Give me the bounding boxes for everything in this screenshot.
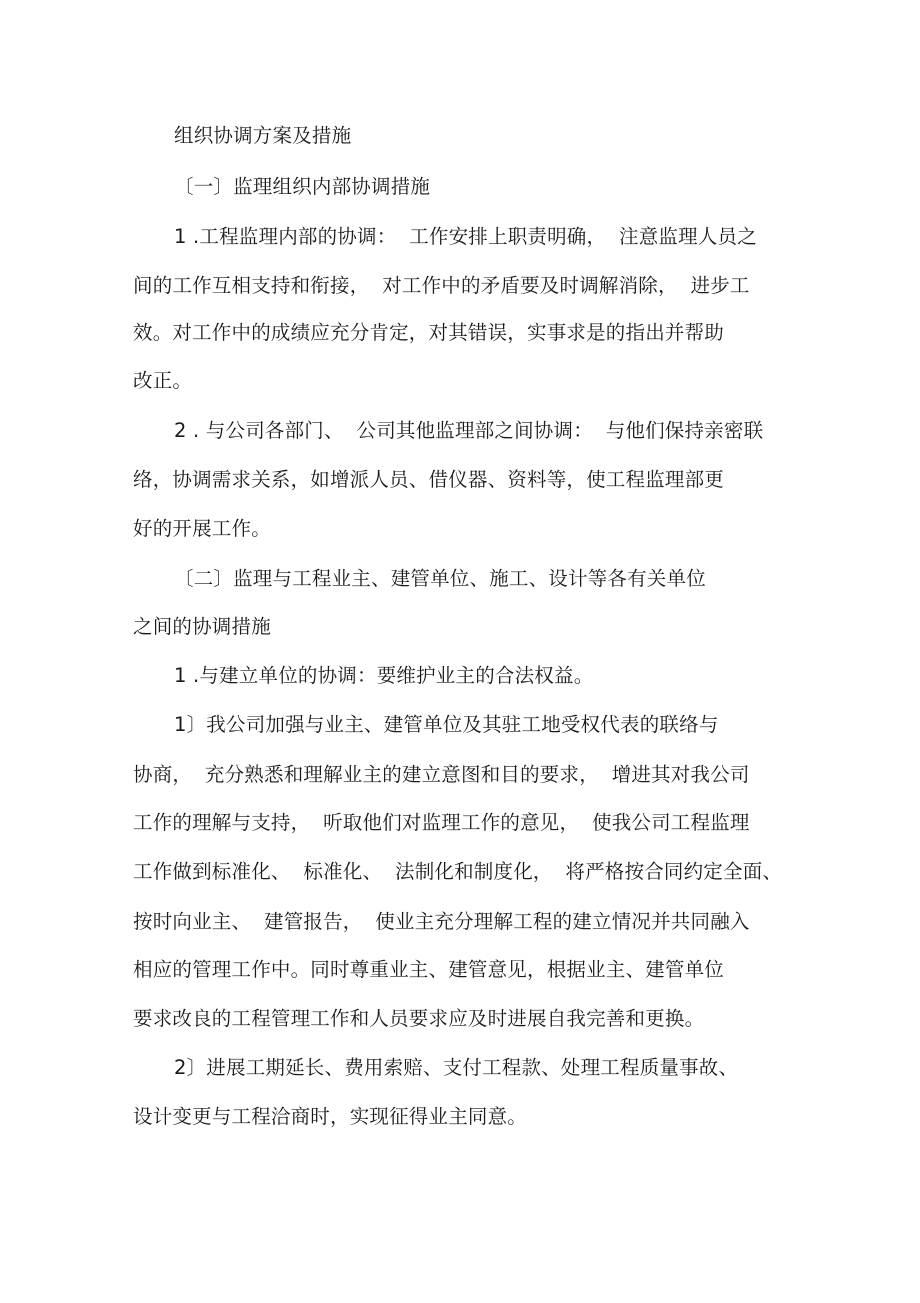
paragraph-line: 协商， 充分熟悉和理解业主的建立意图和目的要求， 增进其对我公司	[133, 763, 750, 786]
paragraph-line: 改正。	[133, 369, 193, 392]
paragraph-line: 工作的理解与支持， 听取他们对监理工作的意见， 使我公司工程监理	[133, 811, 750, 834]
section-title: 组织协调方案及措施	[174, 124, 352, 147]
paragraph-line: 1 .与建立单位的协调：要维护业主的合法权益。	[174, 664, 594, 687]
subsection-heading-1: 〔一〕监理组织内部协调措施	[174, 175, 431, 198]
paragraph-line: 要求改良的工程管理工作和人员要求应及时进展自我完善和更换。	[133, 1007, 705, 1030]
paragraph-line: 2 . 与公司各部门、 公司其他监理部之间协调： 与他们保持亲密联	[174, 419, 764, 442]
paragraph-line: 按时向业主、 建管报告， 使业主充分理解工程的建立情况并共同融入	[133, 910, 750, 933]
paragraph-line: 好的开展工作。	[133, 517, 271, 540]
paragraph-line: 设计变更与工程洽商时，实现征得业主同意。	[133, 1105, 528, 1128]
paragraph-line: 络，协调需求关系，如增派人员、借仪器、资料等，使工程监理部更	[133, 468, 725, 491]
subsection-heading-2-cont: 之间的协调措施	[133, 615, 271, 638]
paragraph-line: 2〕进展工期延长、费用索赔、支付工程款、处理工程质量事故、	[174, 1056, 739, 1079]
paragraph-line: 1 .工程监理内部的协调： 工作安排上职责明确， 注意监理人员之	[174, 225, 757, 248]
paragraph-line: 相应的管理工作中。同时尊重业主、建管意见，根据业主、建管单位	[133, 958, 725, 981]
paragraph-line: 效。对工作中的成绩应充分肯定，对其错误，实事求是的指出并帮助	[133, 321, 725, 344]
paragraph-line: 间的工作互相支持和衔接， 对工作中的矛盾要及时调解消除， 进步工	[133, 274, 750, 297]
subsection-heading-2: 〔二〕监理与工程业主、建管单位、施工、设计等各有关单位	[174, 567, 706, 590]
paragraph-line: 1〕我公司加强与业主、建管单位及其驻工地受权代表的联络与	[174, 713, 719, 736]
paragraph-line: 工作做到标准化、 标准化、 法制化和制度化， 将严格按合同约定全面、	[133, 860, 783, 883]
